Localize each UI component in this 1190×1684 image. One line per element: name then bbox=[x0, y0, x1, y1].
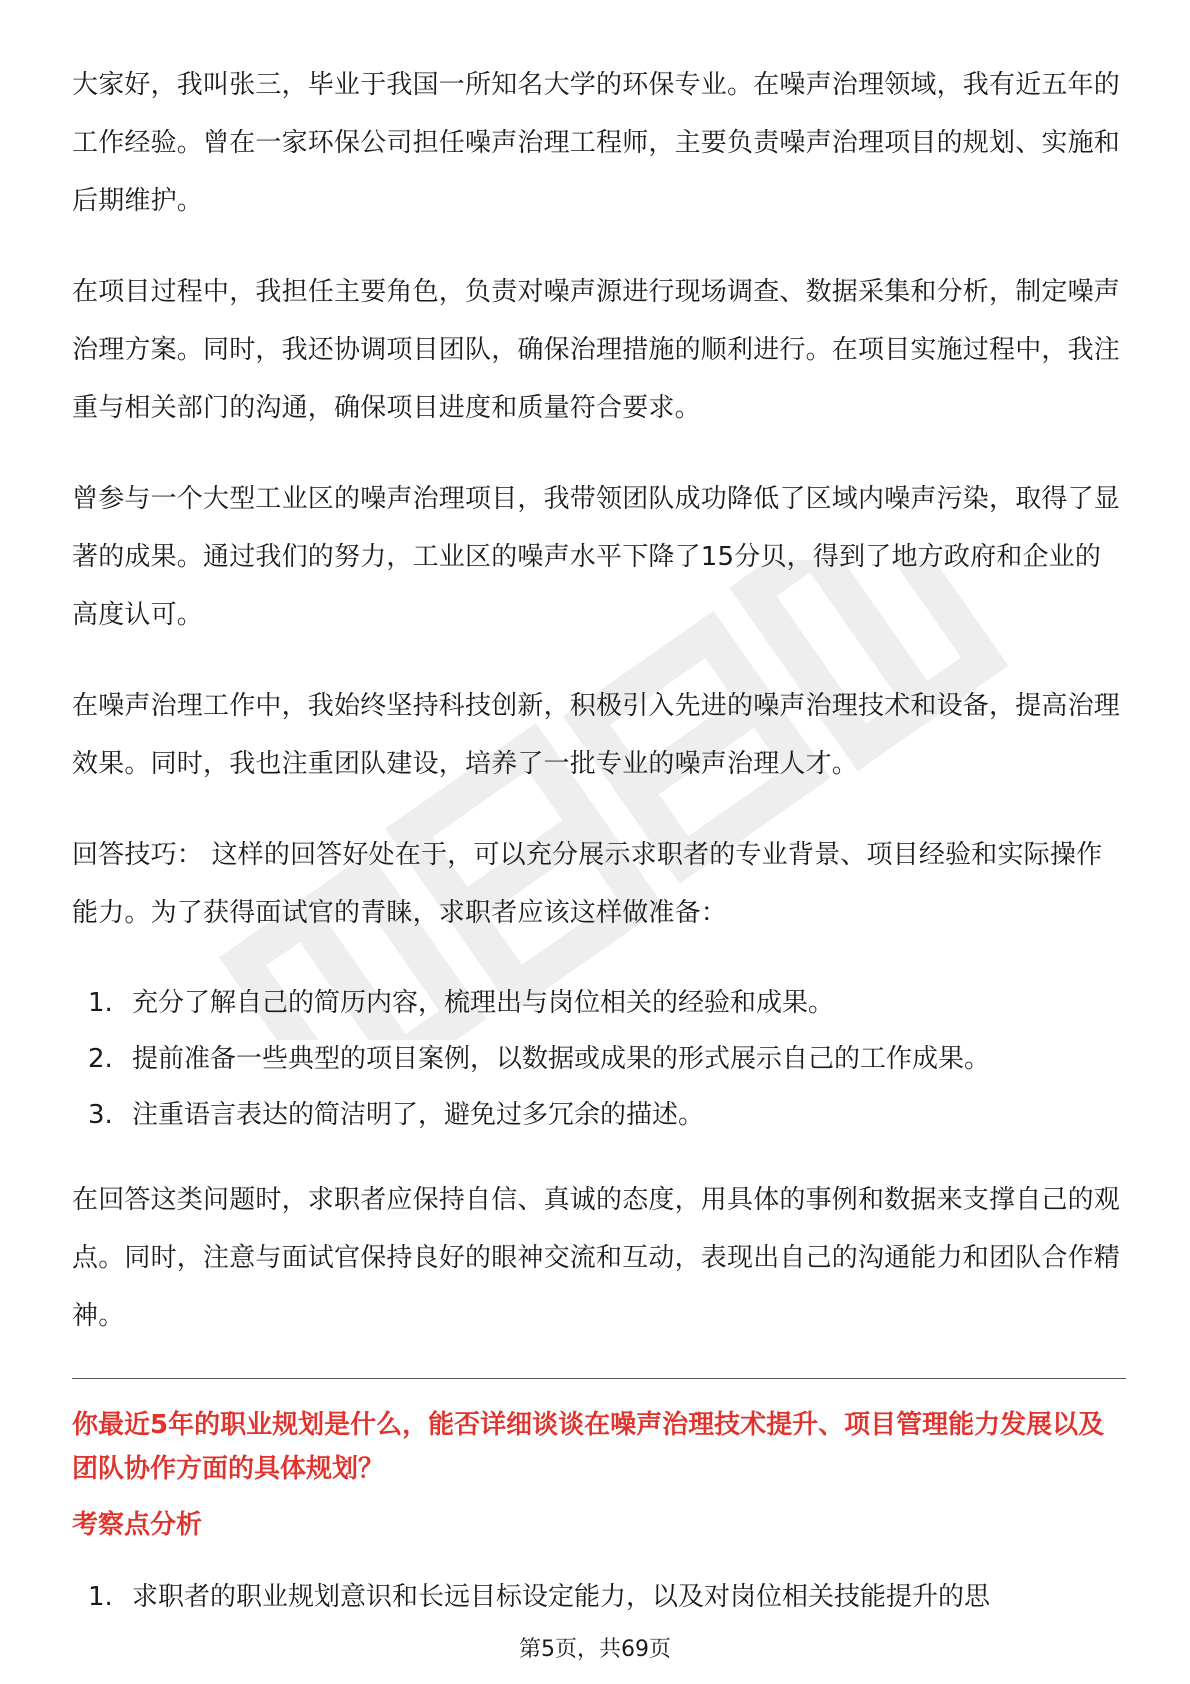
analysis-heading: 考察点分析 bbox=[72, 1510, 203, 1540]
paragraph-innovation: 在噪声治理工作中，我始终坚持科技创新，积极引入先进的噪声治理技术和设备，提高治理效果。同时，我也注重团队建设，培养了一批专业的噪声治理人才。 bbox=[72, 691, 1121, 779]
list-item bbox=[72, 1569, 1126, 1625]
page-content bbox=[72, 56, 1126, 1653]
paragraph-closing: 在回答这类问题时，求职者应保持自信、真诚的态度，用具体的事例和数据来支撑自己的观点。同时，注意与面试官保持良好的眼神交流和互动，表现出自己的沟通能力和团队合作精神。 bbox=[72, 1185, 1121, 1331]
list-item bbox=[72, 1087, 1126, 1143]
list-number: 1. bbox=[88, 988, 113, 1018]
paragraph-intro: 大家好，我叫张三，毕业于我国一所知名大学的环保专业。在噪声治理领域，我有近五年的工作经验。曾在一家环保公司担任噪声治理工程师，主要负责噪声治理项目的规划、实施和后期维护。 bbox=[72, 70, 1121, 216]
list-text: 注重语言表达的简洁明了，避免过多冗余的描述。 bbox=[132, 1100, 705, 1130]
tips-list bbox=[72, 975, 1126, 1143]
list-item bbox=[72, 975, 1126, 1031]
question-heading: 你最近5年的职业规划是什么，能否详细谈谈在噪声治理技术提升、项目管理能力发展以及团队协作方面的具体规划？ bbox=[72, 1410, 1105, 1484]
list-text: 提前准备一些典型的项目案例，以数据或成果的形式展示自己的工作成果。 bbox=[132, 1044, 991, 1074]
section-divider bbox=[72, 1378, 1126, 1379]
analysis-list bbox=[72, 1569, 1126, 1625]
page-footer: 第5页，共69页 bbox=[519, 1637, 671, 1662]
list-number: 1. bbox=[88, 1582, 113, 1612]
list-item bbox=[72, 1031, 1126, 1087]
list-number: 2. bbox=[88, 1044, 113, 1074]
paragraph-answer-tips: 回答技巧： 这样的回答好处在于，可以充分展示求职者的专业背景、项目经验和实际操作能力。为了获得面试官的青睐，求职者应该这样做准备： bbox=[72, 840, 1103, 928]
list-text: 求职者的职业规划意识和长远目标设定能力，以及对岗位相关技能提升的思 bbox=[132, 1582, 991, 1612]
list-number: 3. bbox=[88, 1100, 113, 1130]
paragraph-project-role: 在项目过程中，我担任主要角色，负责对噪声源进行现场调查、数据采集和分析，制定噪声治理方案。同时，我还协调项目团队，确保治理措施的顺利进行。在项目实施过程中，我注重与相关部门的沟通，确保项目进度和质量符合要求。 bbox=[72, 277, 1121, 423]
paragraph-achievement: 曾参与一个大型工业区的噪声治理项目，我带领团队成功降低了区域内噪声污染，取得了显著的成果。通过我们的努力，工业区的噪声水平下降了15分贝，得到了地方政府和企业的高度认可。 bbox=[72, 484, 1121, 630]
list-text: 充分了解自己的简历内容，梳理出与岗位相关的经验和成果。 bbox=[132, 988, 835, 1018]
